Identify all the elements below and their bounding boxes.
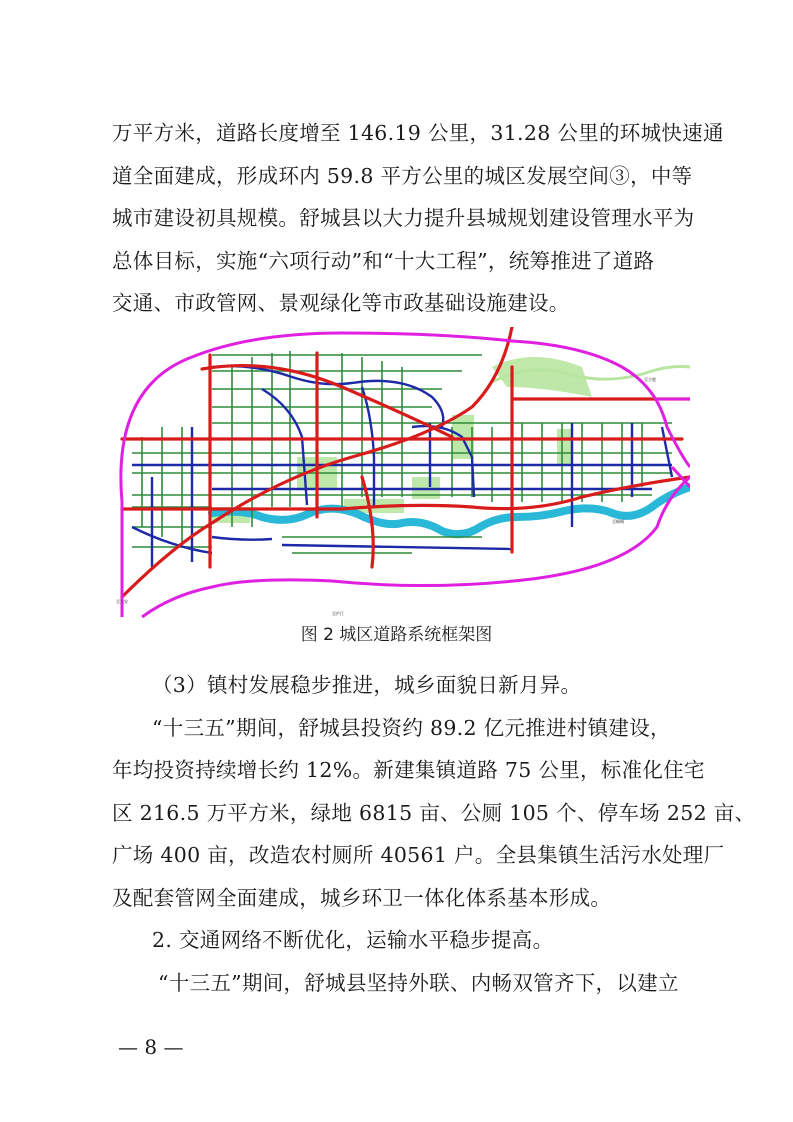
paragraph-2-line-2: 年均投资持续增长约 12%。新建集镇道路 75 公里，标准化住宅 — [112, 758, 705, 782]
section-3-heading: （3）镇村发展稳步推进，城乡面貌日新月异。 — [152, 673, 582, 697]
road-network-map — [112, 327, 690, 619]
paragraph-2-line-1: “十三五”期间，舒城县投资约 89.2 亿元推进村镇建设， — [152, 716, 671, 740]
paragraph-2-line-3: 区 216.5 万平方米，绿地 6815 亩、公厕 105 个、停车场 252 亩、 — [112, 801, 756, 825]
section-2-heading: 2. 交通网络不断优化，运输水平稳步提高。 — [152, 928, 554, 952]
map-label-hefei: 至合肥 — [644, 377, 656, 382]
paragraph-2-line-4: 广场 400 亩，改造农村厕所 40561 户。全县集镇生活污水处理厂 — [112, 843, 725, 867]
figure-caption: 图 2 城区道路系统框架图 — [300, 625, 493, 645]
paragraph-1-line-4: 总体目标，实施“六项行动”和“十大工程”，统筹推进了道路 — [112, 249, 655, 273]
paragraph-1-line-5: 交通、市政管网、景观绿化等市政基础设施建设。 — [112, 291, 570, 315]
page-number: — 8 — — [118, 1035, 184, 1059]
paragraph-3-line-1: “十三五”期间，舒城县坚持外联、内畅双管齐下，以建立 — [158, 971, 679, 995]
map-label-lujiang: 至庐江 — [332, 611, 344, 616]
map-label-liuan: 至六安 — [116, 599, 128, 604]
paragraph-2-line-5: 及配套管网全面建成，城乡环卫一体化体系基本形成。 — [112, 886, 612, 910]
paragraph-1-line-1: 万平方米，道路长度增至 146.19 公里，31.28 公里的环城快速通 — [112, 121, 724, 145]
map-label-tongcheng: 至桐城 — [612, 519, 624, 524]
paragraph-1-line-2: 道全面建成，形成环内 59.8 平方公里的城区发展空间③，中等 — [112, 164, 693, 188]
paragraph-1-line-3: 城市建设初具规模。舒城县以大力提升县城规划建设管理水平为 — [112, 206, 695, 230]
